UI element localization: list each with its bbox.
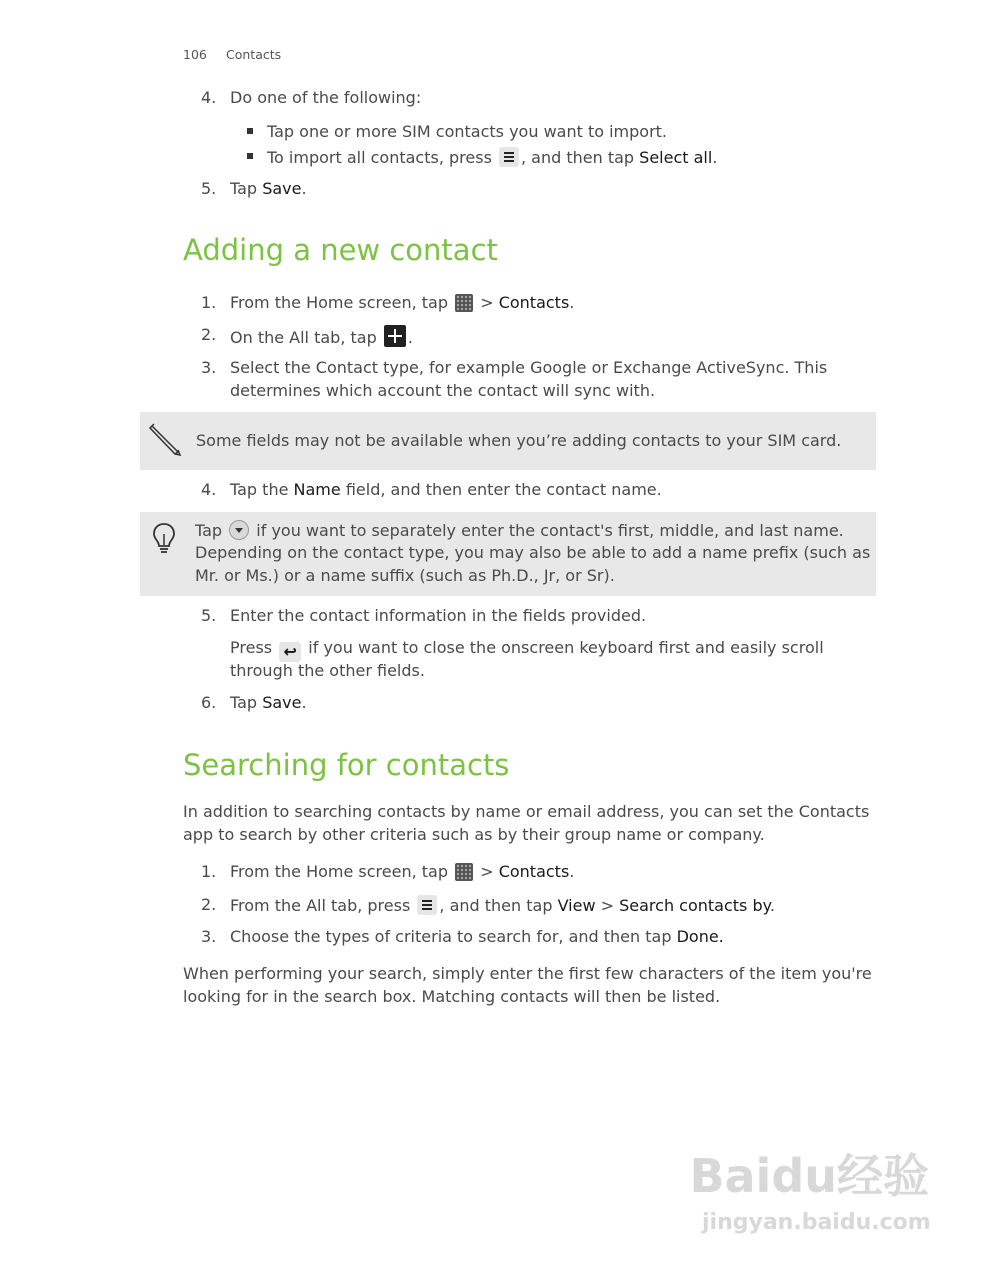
watermark-url: jingyan.baidu.com — [702, 1210, 931, 1235]
bullet-text: Tap one or more SIM contacts you want to import. — [267, 122, 668, 141]
step-number: 5. — [201, 179, 217, 198]
tip-text: Mr. or Ms.) or a name suffix (such as Ph.D., Jr, or Sr). — [195, 566, 615, 585]
step-number: 1. — [201, 293, 217, 312]
step-text: Do one of the following: — [230, 88, 422, 107]
page-number: 106 — [183, 47, 207, 62]
pencil-icon — [148, 422, 182, 456]
paragraph: When performing your search, simply enter the first few characters of the item you're — [183, 964, 872, 983]
section-heading: Adding a new contact — [183, 233, 498, 267]
step-text: From the All tab, press , and then tap View > Search contacts by. — [230, 896, 775, 915]
step-text: Tap Save. — [230, 693, 307, 712]
paragraph: In addition to searching contacts by name or email address, you can set the Contacts — [183, 802, 870, 821]
menu-icon — [417, 895, 437, 915]
step-text: Enter the contact information in the fields provided. — [230, 606, 647, 625]
step-number: 5. — [201, 606, 217, 625]
tip-text: Tap if you want to separately enter the contact's first, middle, and last name. — [195, 521, 844, 540]
tip-box — [140, 512, 876, 596]
step-number: 6. — [201, 693, 217, 712]
tip-text: Depending on the contact type, you may also be able to add a name prefix (such as — [195, 543, 871, 562]
bullet-marker — [247, 128, 253, 134]
step-number: 3. — [201, 927, 217, 946]
apps-grid-icon — [455, 294, 473, 312]
step-text: From the Home screen, tap > Contacts. — [230, 293, 575, 312]
step-text: On the All tab, tap . — [230, 325, 413, 347]
menu-icon — [499, 147, 519, 167]
step-subtext: Press ↩ if you want to close the onscreen keyboard first and easily scroll — [230, 638, 824, 661]
step-text: Tap Save. — [230, 179, 307, 198]
step-subtext: through the other fields. — [230, 661, 425, 680]
watermark-logo: Baidu经验 — [689, 1149, 929, 1203]
paragraph: looking for in the search box. Matching contacts will then be listed. — [183, 987, 721, 1006]
step-number: 2. — [201, 325, 217, 344]
back-icon: ↩ — [279, 642, 301, 662]
step-text: determines which account the contact will sync with. — [230, 381, 656, 400]
step-number: 2. — [201, 895, 217, 914]
step-number: 1. — [201, 862, 217, 881]
section-name: Contacts — [226, 47, 282, 62]
step-number: 3. — [201, 358, 217, 377]
bullet-marker — [247, 153, 253, 159]
step-text: Choose the types of criteria to search for, and then tap Done. — [230, 927, 724, 946]
bullet-text: To import all contacts, press , and then tap Select all. — [267, 148, 718, 167]
step-number: 4. — [201, 88, 217, 107]
note-text: Some fields may not be available when you’re adding contacts to your SIM card. — [196, 431, 842, 450]
apps-grid-icon — [455, 863, 473, 881]
step-text: Select the Contact type, for example Google or Exchange ActiveSync. This — [230, 358, 828, 377]
lightbulb-icon — [152, 522, 176, 556]
paragraph: app to search by other criteria such as by their group name or company. — [183, 825, 765, 844]
step-number: 4. — [201, 480, 217, 499]
plus-icon — [384, 325, 406, 347]
note-box — [140, 412, 876, 470]
step-text: From the Home screen, tap > Contacts. — [230, 862, 575, 881]
section-heading: Searching for contacts — [183, 748, 510, 782]
step-text: Tap the Name field, and then enter the contact name. — [230, 480, 662, 499]
chevron-down-icon — [229, 520, 249, 540]
